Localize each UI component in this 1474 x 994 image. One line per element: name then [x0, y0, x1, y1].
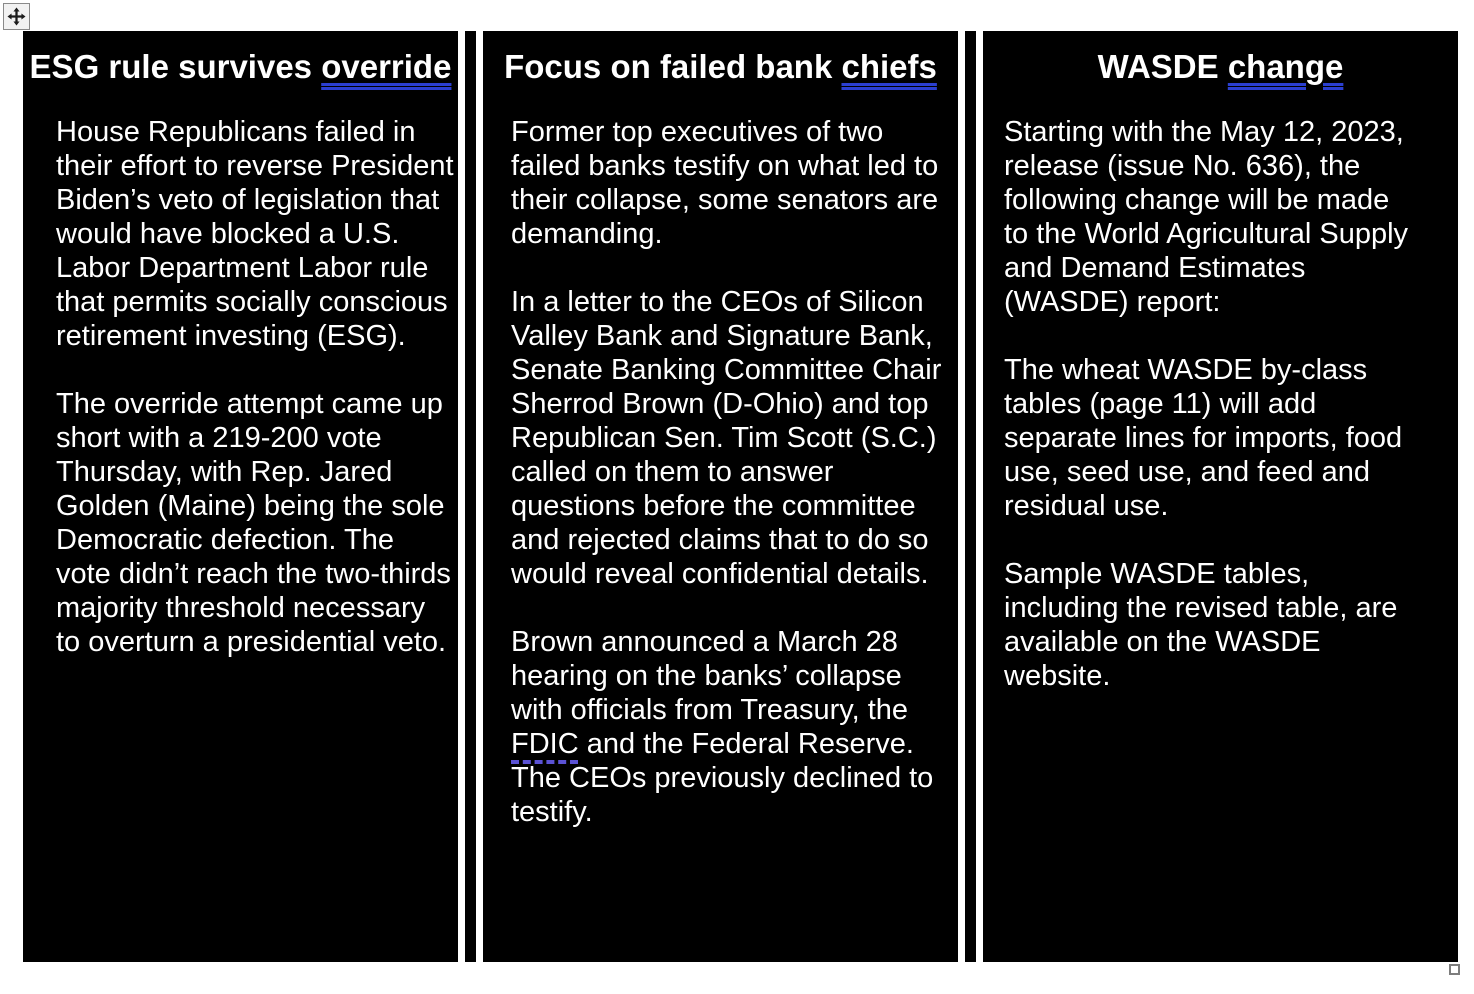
title-link-change[interactable]: change: [1227, 48, 1344, 85]
title-link-chiefs[interactable]: chiefs: [841, 48, 937, 85]
paragraph: In a letter to the CEOs of Silicon Valley Bank and Signature Bank, Senate Banking Committee Chair Sherrod Brown (D-Ohio) and top Republican Sen. Tim Scott (S.C.) called on them to answer questions before the committee and rejected claims that to do so would reveal confidential details.: [511, 286, 942, 590]
paragraph: The wheat WASDE by-class tables (page 11) will add separate lines for imports, food use, seed use, and feed and residual use.: [1004, 354, 1403, 522]
title-text: WASDE: [1097, 48, 1228, 85]
paragraph: Former top executives of two failed banks testify on what led to their collapse, some senators are demanding.: [511, 116, 939, 250]
news-column-bank-chiefs: [483, 31, 958, 962]
news-column-esg: [23, 31, 458, 962]
title-text: ESG rule survives: [29, 48, 322, 85]
title-text: Focus on failed bank: [504, 48, 842, 85]
column-body-esg: [23, 115, 458, 659]
column-title-esg: [23, 48, 458, 86]
entity-link-fdic[interactable]: FDIC: [511, 728, 579, 760]
column-body-bank-chiefs: [483, 115, 958, 829]
column-separator: [465, 31, 476, 962]
column-body-wasde: [983, 115, 1458, 693]
paragraph-text: Brown announced a March 28 hearing on the banks’ collapse with officials from Treasury, the: [511, 626, 909, 726]
paragraph: Sample WASDE tables, including the revised table, are available on the WASDE website.: [1004, 558, 1398, 692]
table-move-handle[interactable]: [3, 3, 30, 30]
newsletter-table: [23, 31, 1458, 962]
move-arrows-icon: [7, 7, 26, 26]
paragraph: House Republicans failed in their effort to reverse President Biden’s veto of legislation that would have blocked a U.S. Labor Department Labor rule that permits socially conscious retirement investing (ESG).: [56, 116, 454, 352]
paragraph: Starting with the May 12, 2023, release (issue No. 636), the following change will be made to the World Agricultural Supply and Demand Estimates (WASDE) report:: [1004, 116, 1409, 318]
paragraph: The override attempt came up short with a 219-200 vote Thursday, with Rep. Jared Golden (Maine) being the sole Democratic defection. The vote didn’t reach the two-thirds majority threshold necessary to overturn a presidential veto.: [56, 388, 451, 658]
column-title-bank-chiefs: [483, 48, 958, 86]
title-link-override[interactable]: override: [321, 48, 452, 85]
column-separator: [965, 31, 976, 962]
table-resize-handle[interactable]: [1449, 964, 1460, 975]
news-column-wasde: [983, 31, 1458, 962]
paragraph-text: and the Federal Reserve. The CEOs previously declined to testify.: [511, 728, 934, 828]
column-title-wasde: [983, 48, 1458, 86]
paragraph: [511, 625, 944, 829]
